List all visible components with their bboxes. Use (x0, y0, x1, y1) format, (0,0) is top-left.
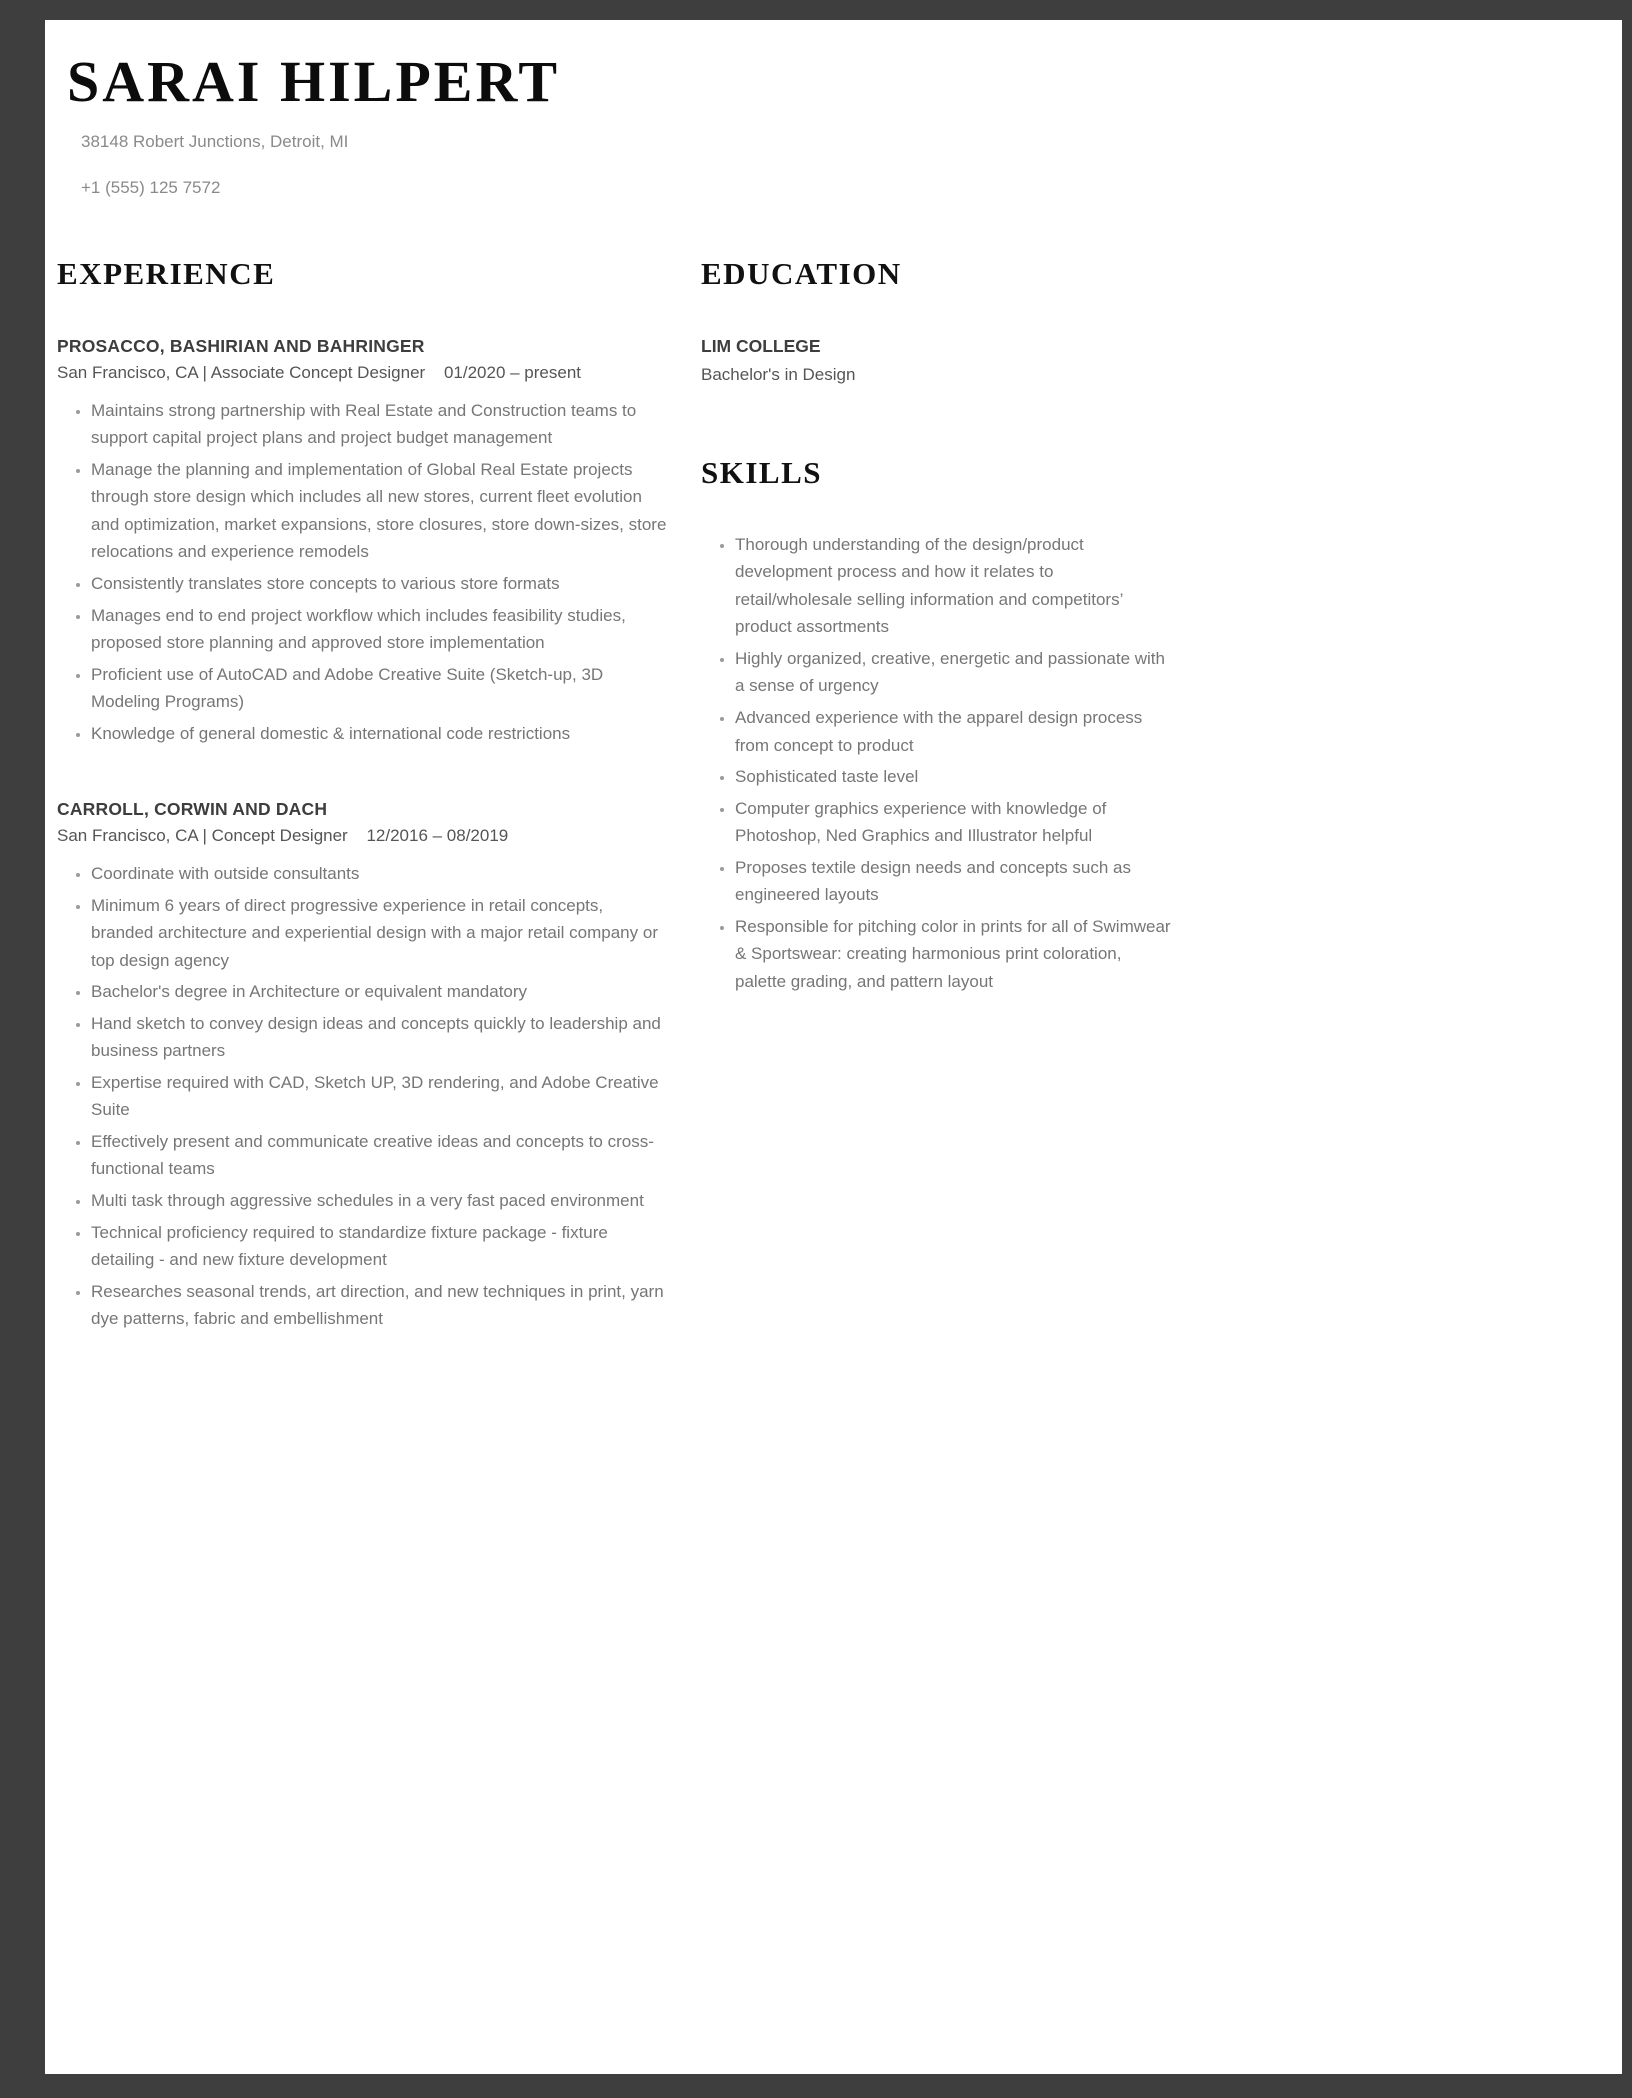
bullet-item: • Computer graphics experience with knowledge of Photoshop, Ned Graphics and Illustrator helpful (735, 795, 1173, 850)
bullet-item: • Manage the planning and implementation of Global Real Estate projects through store design which includes all new stores, current fleet evolution and optimization, market expansions, store closures, store down-sizes, store relocations and experience remodels (91, 456, 669, 566)
job-bullet-list (57, 860, 669, 1333)
experience-column (57, 256, 669, 1385)
bullet-item: • Bachelor's degree in Architecture or equivalent mandatory (91, 978, 669, 1006)
job-dates: 12/2016 – 08/2019 (366, 826, 509, 846)
bullet-item: • Researches seasonal trends, art direction, and new techniques in print, yarn dye patterns, fabric and embellishment (91, 1278, 669, 1333)
bullet-item: • Knowledge of general domestic & international code restrictions (91, 720, 669, 748)
bullet-item: • Proficient use of AutoCAD and Adobe Creative Suite (Sketch-up, 3D Modeling Programs) (91, 661, 669, 716)
person-name: SARAI HILPERT (67, 49, 561, 114)
bullet-item: • Multi task through aggressive schedules in a very fast paced environment (91, 1187, 669, 1215)
job-company: CARROLL, CORWIN AND DACH (57, 799, 328, 820)
education-school: LIM COLLEGE (701, 335, 821, 356)
education-section-title: EDUCATION (701, 255, 902, 291)
job-bullet-list (57, 397, 669, 747)
bullet-item: • Hand sketch to convey design ideas and concepts quickly to leadership and business partners (91, 1010, 669, 1065)
job-meta (57, 363, 669, 383)
job-company: PROSACCO, BASHIRIAN AND BAHRINGER (57, 335, 425, 356)
bullet-item: • Sophisticated taste level (735, 763, 1173, 791)
resume-columns (57, 256, 1622, 1385)
job-dates: 01/2020 – present (443, 362, 582, 382)
address-line: 38148 Robert Junctions, Detroit, MI (81, 131, 349, 151)
resume-header (57, 50, 1622, 198)
job-entry (57, 336, 669, 747)
education-degree: Bachelor's in Design (701, 364, 856, 384)
bullet-item: • Maintains strong partnership with Real Estate and Construction teams to support capital project plans and project budget management (91, 397, 669, 452)
skills-section-title: SKILLS (701, 454, 823, 490)
experience-section-title: EXPERIENCE (57, 255, 276, 291)
resume-page (45, 20, 1622, 2074)
job-entry (57, 799, 669, 1333)
bullet-item: • Expertise required with CAD, Sketch UP, 3D rendering, and Adobe Creative Suite (91, 1069, 669, 1124)
phone-line: +1 (555) 125 7572 (81, 177, 221, 197)
skills-section (701, 455, 1173, 996)
bullet-item: • Proposes textile design needs and concepts such as engineered layouts (735, 854, 1173, 909)
skills-bullet-list (701, 531, 1173, 996)
bullet-item: • Responsible for pitching color in prints for all of Swimwear & Sportswear: creating harmonious print coloration, palette grading, and pattern layout (735, 913, 1173, 996)
bullet-item: • Manages end to end project workflow which includes feasibility studies, proposed store planning and approved store implementation (91, 602, 669, 657)
bullet-item: • Minimum 6 years of direct progressive experience in retail concepts, branded architecture and experiential design with a major retail company or top design agency (91, 892, 669, 975)
job-location-role: San Francisco, CA | Concept Designer (57, 826, 348, 846)
bullet-item: • Coordinate with outside consultants (91, 860, 669, 888)
bullet-item: • Consistently translates store concepts to various store formats (91, 570, 669, 598)
job-meta (57, 826, 669, 846)
job-location-role: San Francisco, CA | Associate Concept Designer (57, 362, 426, 382)
bullet-item: • Effectively present and communicate creative ideas and concepts to cross-functional teams (91, 1128, 669, 1183)
bullet-item: • Highly organized, creative, energetic and passionate with a sense of urgency (735, 645, 1173, 700)
bullet-item: • Technical proficiency required to standardize fixture package - fixture detailing - and new fixture development (91, 1219, 669, 1274)
bullet-item: • Advanced experience with the apparel design process from concept to product (735, 704, 1173, 759)
education-skills-column (701, 256, 1173, 1385)
bullet-item: • Thorough understanding of the design/product development process and how it relates to retail/wholesale selling information and competitors’ product assortments (735, 531, 1173, 641)
education-section (701, 256, 1173, 385)
